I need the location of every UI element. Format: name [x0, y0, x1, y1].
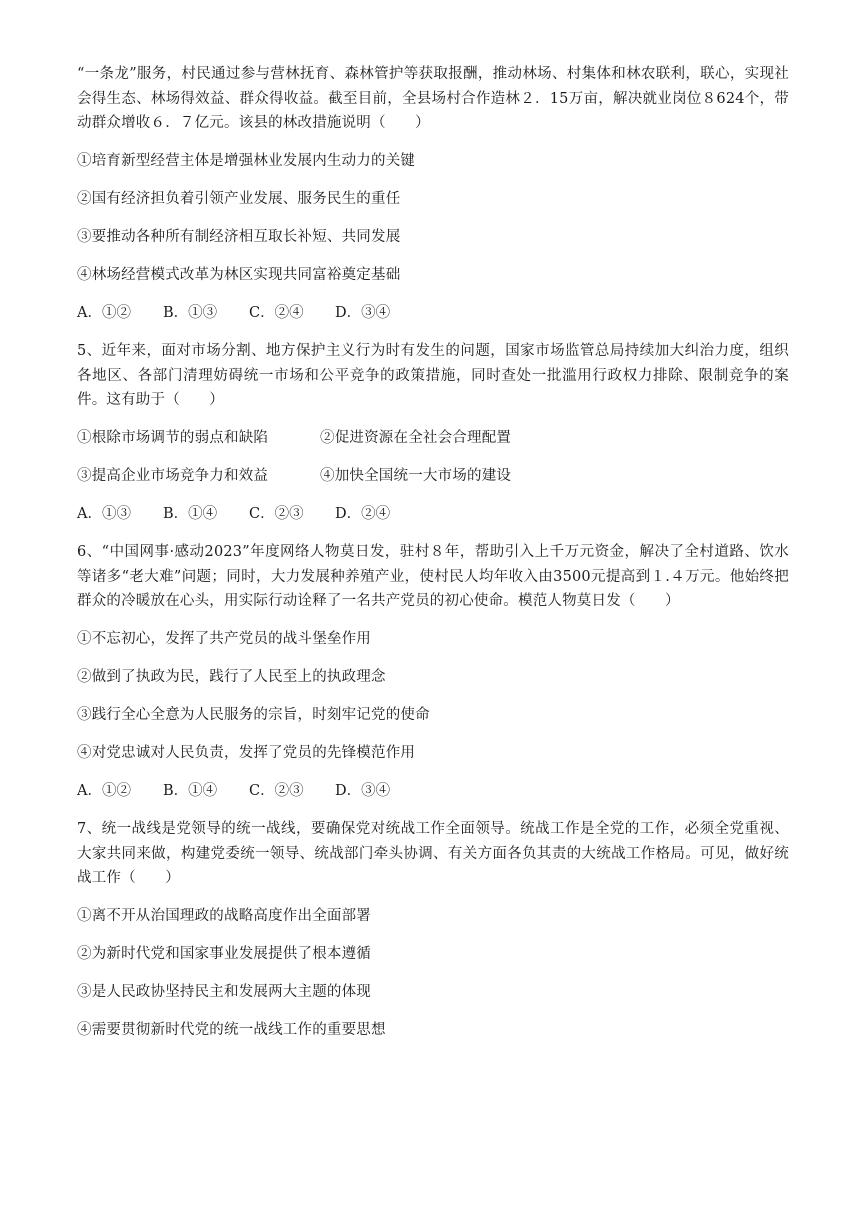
- q4-answer-b: B．①③: [163, 305, 218, 321]
- q6-answer-d: D．③④: [335, 783, 391, 799]
- q6-option-1: ①不忘初心，发挥了共产党员的战斗堡垒作用: [77, 631, 371, 647]
- q5-options-row-2: [77, 464, 789, 489]
- q5-options-row-1: [77, 426, 789, 451]
- q6-option-3: ③践行全心全意为人民服务的宗旨，时刻牢记党的使命: [77, 707, 430, 723]
- q5-option-1: ①根除市场调节的弱点和缺陷: [77, 430, 269, 446]
- q4-answer-d: D．③④: [335, 305, 391, 321]
- q4-answer-c: C．②④: [249, 305, 304, 321]
- q4-answer-choices: [77, 301, 789, 326]
- q4-option-4: ④林场经营模式改革为林区实现共同富裕奠定基础: [77, 267, 401, 283]
- q5-answer-b: B．①④: [163, 506, 218, 522]
- q6-answer-b: B．①④: [163, 783, 218, 799]
- question-7-stem: 7、统一战线是党领导的统一战线，要确保党对统战工作全面领导。统战工作是全党的工作，必须全党重视、大家共同来做，构建党委统一领导、统战部门牵头协调、有关方面各负其责的大统战工作格局。可见，做好统战工作（ ）: [77, 821, 789, 886]
- q4-option-2: ②国有经济担负着引领产业发展、服务民生的重任: [77, 191, 401, 207]
- question-6-stem: 6、“中国网事·感动2023”年度网络人物莫日发，驻村８年，帮助引入上千万元资金，解决了全村道路、饮水等诸多“老大难”问题；同时，大力发展种养殖产业，使村民人均年收入由3500元提高到１.４万元。他始终把群众的冷暖放在心头，用实际行动诠释了一名共产党员的初心使命。模范人物莫日发（ ）: [77, 544, 789, 609]
- q5-answer-choices: [77, 502, 789, 527]
- q6-answer-c: C．②③: [249, 783, 304, 799]
- q6-answer-a: A．①②: [77, 783, 131, 799]
- question-5-stem: 5、近年来，面对市场分割、地方保护主义行为时有发生的问题，国家市场监管总局持续加大纠治力度，组织各地区、各部门清理妨碍统一市场和公平竞争的政策措施，同时查处一批滥用行政权力排除、限制竞争的案件。这有助于（ ）: [77, 343, 789, 408]
- q7-option-3: ③是人民政协坚持民主和发展两大主题的体现: [77, 984, 371, 1000]
- q4-option-1: ①培育新型经营主体是增强林业发展内生动力的关键: [77, 153, 416, 169]
- q7-option-1: ①离不开从治国理政的战略高度作出全面部署: [77, 908, 371, 924]
- q6-answer-choices: [77, 779, 789, 804]
- q5-answer-c: C．②③: [249, 506, 304, 522]
- q5-option-3: ③提高企业市场竞争力和效益: [77, 468, 269, 484]
- q5-option-2: ②促进资源在全社会合理配置: [320, 430, 512, 446]
- q6-option-2: ②做到了执政为民，践行了人民至上的执政理念: [77, 669, 386, 685]
- q5-answer-a: A．①③: [77, 506, 131, 522]
- q5-answer-d: D．②④: [335, 506, 391, 522]
- q4-answer-a: A．①②: [77, 305, 131, 321]
- q7-option-4: ④需要贯彻新时代党的统一战线工作的重要思想: [77, 1022, 386, 1038]
- q7-option-2: ②为新时代党和国家事业发展提供了根本遵循: [77, 946, 371, 962]
- q5-option-4: ④加快全国统一大市场的建设: [320, 468, 512, 484]
- question-4-stem: “一条龙”服务，村民通过参与营林抚育、森林管护等获取报酬，推动林场、村集体和林农联利，联心，实现社会得生态、林场得效益、群众得收益。截至目前，全县场村合作造林２．15万亩，解决就业岗位８624个，带动群众增收６．７亿元。该县的林改措施说明（ ）: [77, 66, 789, 131]
- q6-option-4: ④对党忠诚对人民负责，发挥了党员的先锋模范作用: [77, 745, 416, 761]
- q4-option-3: ③要推动各种所有制经济相互取长补短、共同发展: [77, 229, 401, 245]
- exam-page: [77, 62, 789, 1043]
